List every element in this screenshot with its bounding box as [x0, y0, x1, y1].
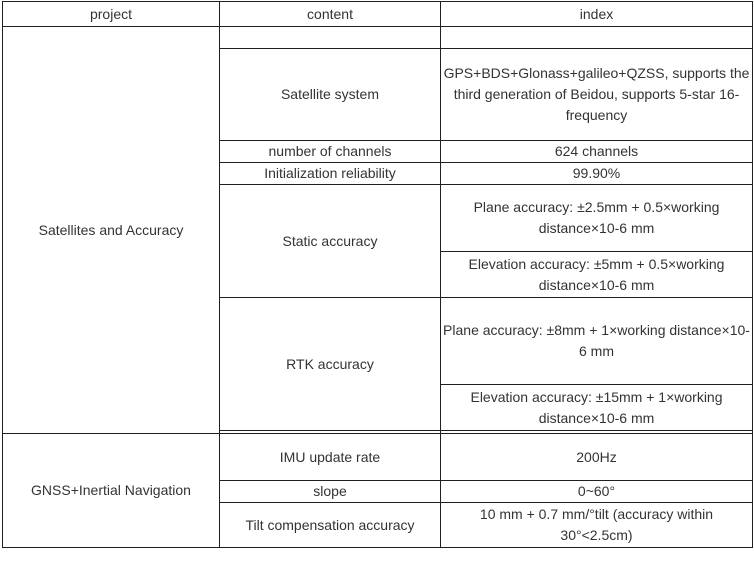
header-index: index: [441, 2, 753, 27]
content-cell-satellite-system: Satellite system: [220, 49, 441, 141]
content-cell-channels: number of channels: [220, 141, 441, 163]
content-cell-imu-rate: IMU update rate: [220, 434, 441, 481]
index-cell-init-reliability: 99.90%: [441, 163, 753, 185]
project-cell-gnss-inertial: GNSS+Inertial Navigation: [3, 434, 220, 548]
index-cell-imu-rate: 200Hz: [441, 434, 753, 481]
index-cell-blank: [441, 27, 753, 49]
index-cell-static-plane: Plane accuracy: ±2.5mm + 0.5×working distance×10-6 mm: [441, 185, 753, 252]
content-cell-rtk-accuracy: RTK accuracy: [220, 298, 441, 431]
header-content: content: [220, 2, 441, 27]
content-cell-static-accuracy: Static accuracy: [220, 185, 441, 298]
index-cell-channels: 624 channels: [441, 141, 753, 163]
content-cell-init-reliability: Initialization reliability: [220, 163, 441, 185]
header-project: project: [3, 2, 220, 27]
spec-table: [2, 1, 753, 548]
table-row: [3, 27, 753, 49]
content-cell-slope: slope: [220, 481, 441, 503]
content-cell-tilt: Tilt compensation accuracy: [220, 503, 441, 548]
index-cell-rtk-plane: Plane accuracy: ±8mm + 1×working distance×10-6 mm: [441, 298, 753, 385]
index-cell-satellite-system: GPS+BDS+Glonass+galileo+QZSS, supports the third generation of Beidou, supports 5-star 16-frequency: [441, 49, 753, 141]
header-row: [3, 2, 753, 27]
project-cell-satellites: Satellites and Accuracy: [3, 27, 220, 434]
content-cell-blank: [220, 27, 441, 49]
table-row: [3, 434, 753, 481]
index-cell-rtk-elevation: Elevation accuracy: ±15mm + 1×working distance×10-6 mm: [441, 385, 753, 431]
index-cell-static-elevation: Elevation accuracy: ±5mm + 0.5×working distance×10-6 mm: [441, 252, 753, 298]
index-cell-tilt: 10 mm + 0.7 mm/°tilt (accuracy within 30°<2.5cm): [441, 503, 753, 548]
index-cell-slope: 0~60°: [441, 481, 753, 503]
